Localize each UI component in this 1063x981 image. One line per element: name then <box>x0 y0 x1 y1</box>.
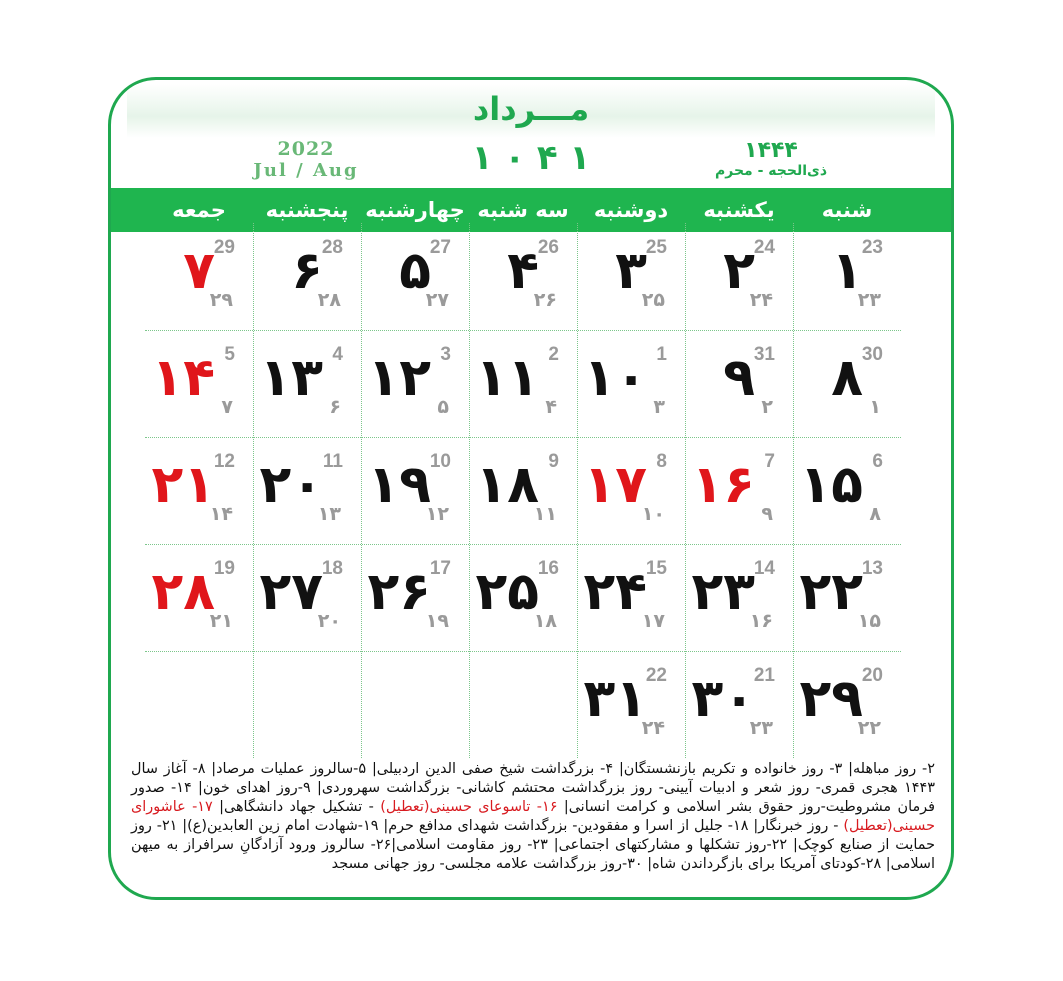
gregorian-day-number: 6 <box>872 451 883 472</box>
gregorian-day-number: 26 <box>537 237 559 258</box>
weekday-label: چهارشنبه <box>365 198 465 222</box>
gregorian-day-number: 2 <box>548 344 559 365</box>
hijri-day-number: ۱۸ <box>533 610 557 632</box>
day-cell[interactable] <box>685 544 793 652</box>
persian-day-number: ۳ <box>615 241 647 301</box>
hijri-day-number: ۲۶ <box>533 289 557 311</box>
event-text: ۲- روز مباهله| ۳- روز خانواده و تکریم بازنشستگان| ۴- بزرگداشت شیخ صفی الدین اردبیلی| ۵-سالروز عملیات مرصاد| ۸- آغاز سال ۱۴۴۳ هجری قمری- روز شعر و ادبیات آیینی- روز بزرگداشت محتشم کاشانی- بزرگداشت سهروردی| ۹-روز اهدای خون| ۱۴- صدور فرمان مشروطیت-روز حقوق بشر اسلامی و کرامت انسانی| <box>131 761 936 815</box>
persian-day-number: ۱۶ <box>691 455 755 515</box>
hijri-day-number: ۶ <box>329 396 341 418</box>
event-text: - تشکیل جهاد دانشگاهی| <box>212 799 381 815</box>
gregorian-day-number: 3 <box>440 344 451 365</box>
gregorian-day-number: 22 <box>645 665 667 686</box>
holiday-event-text: ۱۶- تاسوعای حسینی(تعطیل) <box>380 799 558 815</box>
persian-day-number: ۱۵ <box>799 455 863 515</box>
day-cell[interactable] <box>469 437 577 545</box>
persian-day-number: ۱۸ <box>475 455 539 515</box>
events-list <box>131 760 935 874</box>
hijri-day-number: ۱۳ <box>317 503 341 525</box>
weekday-label: شنبه <box>821 198 873 222</box>
persian-day-number: ۷ <box>183 241 215 301</box>
persian-day-number: ۱ <box>831 241 863 301</box>
hijri-day-number: ۲۷ <box>425 289 449 311</box>
day-cell[interactable] <box>253 330 361 438</box>
hijri-months: ذی‌الحجه - محرم <box>714 163 828 179</box>
hijri-day-number: ۱۰ <box>641 503 665 525</box>
day-cell[interactable] <box>577 651 685 759</box>
day-cell[interactable] <box>469 544 577 652</box>
day-cell[interactable] <box>469 223 577 331</box>
persian-day-number: ۱۴ <box>151 348 215 408</box>
day-cell[interactable] <box>793 223 901 331</box>
weekday-label: دوشنبه <box>593 198 669 222</box>
hijri-day-number: ۲۹ <box>209 289 233 311</box>
gregorian-day-number: 15 <box>645 558 667 579</box>
day-cell[interactable] <box>685 651 793 759</box>
gregorian-day-number: 1 <box>656 344 667 365</box>
persian-day-number: ۲۶ <box>367 562 431 622</box>
day-cell[interactable] <box>577 223 685 331</box>
day-cell[interactable] <box>793 330 901 438</box>
day-cell[interactable] <box>361 437 469 545</box>
persian-day-number: ۲۰ <box>259 455 323 515</box>
persian-day-number: ۳۰ <box>691 669 755 729</box>
persian-day-number: ۳۱ <box>583 669 647 729</box>
hijri-header <box>701 138 841 179</box>
gregorian-day-number: 10 <box>429 451 451 472</box>
day-cell[interactable] <box>145 223 253 331</box>
persian-day-number: ۲۴ <box>583 562 647 622</box>
persian-day-number: ۲ <box>723 241 755 301</box>
hijri-day-number: ۹ <box>761 503 773 525</box>
gregorian-day-number: 19 <box>213 558 235 579</box>
hijri-day-number: ۱۴ <box>209 503 233 525</box>
hijri-day-number: ۳ <box>653 396 665 418</box>
gregorian-year: 2022 <box>277 138 335 160</box>
gregorian-day-number: 27 <box>429 237 451 258</box>
hijri-day-number: ۱۶ <box>749 610 773 632</box>
hijri-day-number: ۷ <box>221 396 233 418</box>
hijri-day-number: ۲۸ <box>317 289 341 311</box>
gregorian-header <box>246 138 366 181</box>
persian-day-number: ۲۷ <box>259 562 323 622</box>
event-text: - روز خبرنگار| ۱۸- جلیل از اسرا و مفقودین- بزرگداشت شهدای مدافع حرم| ۱۹-شهادت امام زین العابدین(ع)| ۲۱- روز حمایت از صنایع کوچک| ۲۲-روز تشکلها و مشارکتهای اجتماعی| ۲۳- روز مقاومت اسلامی|۲۶- سالروز ورود آزادگانِ سرافراز به میهن اسلامی| ۲۸-کودتای آمریکا برای بازگرداندن شاه| ۳۰-روز بزرگداشت علامه مجلسی- روز جهانی مسجد <box>131 818 935 872</box>
hijri-day-number: ۴ <box>545 396 557 418</box>
day-cell[interactable] <box>253 223 361 331</box>
day-cell[interactable] <box>361 330 469 438</box>
gregorian-day-number: 20 <box>861 665 883 686</box>
hijri-day-number: ۲۰ <box>317 610 341 632</box>
holiday-event-text: ۱۷- عاشورای حسینی(تعطیل) <box>131 799 935 834</box>
hijri-day-number: ۲۵ <box>641 289 665 311</box>
gregorian-day-number: 17 <box>429 558 451 579</box>
day-cell[interactable] <box>469 330 577 438</box>
hijri-day-number: ۲۱ <box>209 610 233 632</box>
hijri-day-number: ۲۳ <box>857 289 881 311</box>
persian-day-number: ۱۷ <box>583 455 647 515</box>
persian-day-number: ۲۵ <box>475 562 539 622</box>
day-cell[interactable] <box>145 544 253 652</box>
gregorian-day-number: 29 <box>213 237 235 258</box>
day-cell[interactable] <box>793 437 901 545</box>
gregorian-day-number: 11 <box>322 451 343 472</box>
day-cell[interactable] <box>577 437 685 545</box>
gregorian-months: Jul / Aug <box>253 160 359 181</box>
hijri-year: ۱۴۴۴ <box>744 138 798 163</box>
hijri-day-number: ۲ <box>761 396 773 418</box>
day-grid <box>145 223 900 753</box>
persian-day-number: ۱۱ <box>475 348 539 408</box>
hijri-day-number: ۵ <box>437 396 449 418</box>
hijri-day-number: ۲۴ <box>749 289 773 311</box>
title-band <box>127 84 935 138</box>
weekday-label: یکشنبه <box>703 198 775 222</box>
day-cell[interactable] <box>577 330 685 438</box>
hijri-day-number: ۱ <box>869 396 881 418</box>
gregorian-day-number: 18 <box>321 558 343 579</box>
gregorian-day-number: 4 <box>332 344 343 365</box>
day-cell[interactable] <box>361 223 469 331</box>
hijri-day-number: ۲۲ <box>857 717 881 739</box>
persian-day-number: ۱۳ <box>259 348 323 408</box>
gregorian-day-number: 28 <box>321 237 343 258</box>
hijri-day-number: ۱۱ <box>533 503 557 525</box>
day-cell[interactable] <box>685 330 793 438</box>
gregorian-day-number: 9 <box>548 451 559 472</box>
persian-day-number: ۱۰ <box>583 348 647 408</box>
persian-day-number: ۲۳ <box>691 562 755 622</box>
day-cell[interactable] <box>793 651 901 759</box>
persian-year: ۱ ۴ ۰ ۱ <box>471 138 591 178</box>
hijri-day-number: ۱۷ <box>641 610 665 632</box>
day-cell[interactable] <box>577 544 685 652</box>
gregorian-day-number: 23 <box>861 237 883 258</box>
hijri-day-number: ۱۹ <box>425 610 449 632</box>
persian-day-number: ۹ <box>723 348 755 408</box>
day-cell[interactable] <box>361 544 469 652</box>
persian-day-number: ۱۲ <box>367 348 431 408</box>
day-cell[interactable] <box>685 223 793 331</box>
weekday-label: سه شنبه <box>477 198 569 222</box>
persian-day-number: ۲۲ <box>799 562 863 622</box>
day-cell[interactable] <box>145 437 253 545</box>
gregorian-day-number: 24 <box>753 237 775 258</box>
gregorian-day-number: 31 <box>753 344 775 365</box>
day-cell[interactable] <box>685 437 793 545</box>
gregorian-day-number: 14 <box>753 558 775 579</box>
hijri-day-number: ۱۵ <box>857 610 881 632</box>
gregorian-day-number: 16 <box>537 558 559 579</box>
gregorian-day-number: 7 <box>764 451 775 472</box>
day-cell[interactable] <box>253 437 361 545</box>
gregorian-day-number: 5 <box>224 344 235 365</box>
gregorian-day-number: 13 <box>861 558 883 579</box>
day-cell[interactable] <box>253 544 361 652</box>
persian-day-number: ۵ <box>399 241 431 301</box>
persian-day-number: ۱۹ <box>367 455 431 515</box>
weekday-label: پنجشنبه <box>265 198 349 222</box>
gregorian-day-number: 25 <box>645 237 667 258</box>
persian-day-number: ۸ <box>831 348 863 408</box>
persian-day-number: ۲۸ <box>151 562 215 622</box>
hijri-day-number: ۸ <box>869 503 881 525</box>
gregorian-day-number: 21 <box>753 665 775 686</box>
gregorian-day-number: 30 <box>861 344 883 365</box>
hijri-day-number: ۲۴ <box>641 717 665 739</box>
gregorian-day-number: 12 <box>213 451 235 472</box>
day-cell[interactable] <box>145 330 253 438</box>
month-title: مـــرداد <box>472 90 590 128</box>
day-cell[interactable] <box>793 544 901 652</box>
persian-day-number: ۲۹ <box>799 669 863 729</box>
persian-day-number: ۲۱ <box>151 455 215 515</box>
weekday-label: جمعه <box>172 198 226 222</box>
gregorian-day-number: 8 <box>656 451 667 472</box>
persian-day-number: ۴ <box>507 241 539 301</box>
persian-day-number: ۶ <box>291 241 323 301</box>
hijri-day-number: ۱۲ <box>425 503 449 525</box>
hijri-day-number: ۲۳ <box>749 717 773 739</box>
